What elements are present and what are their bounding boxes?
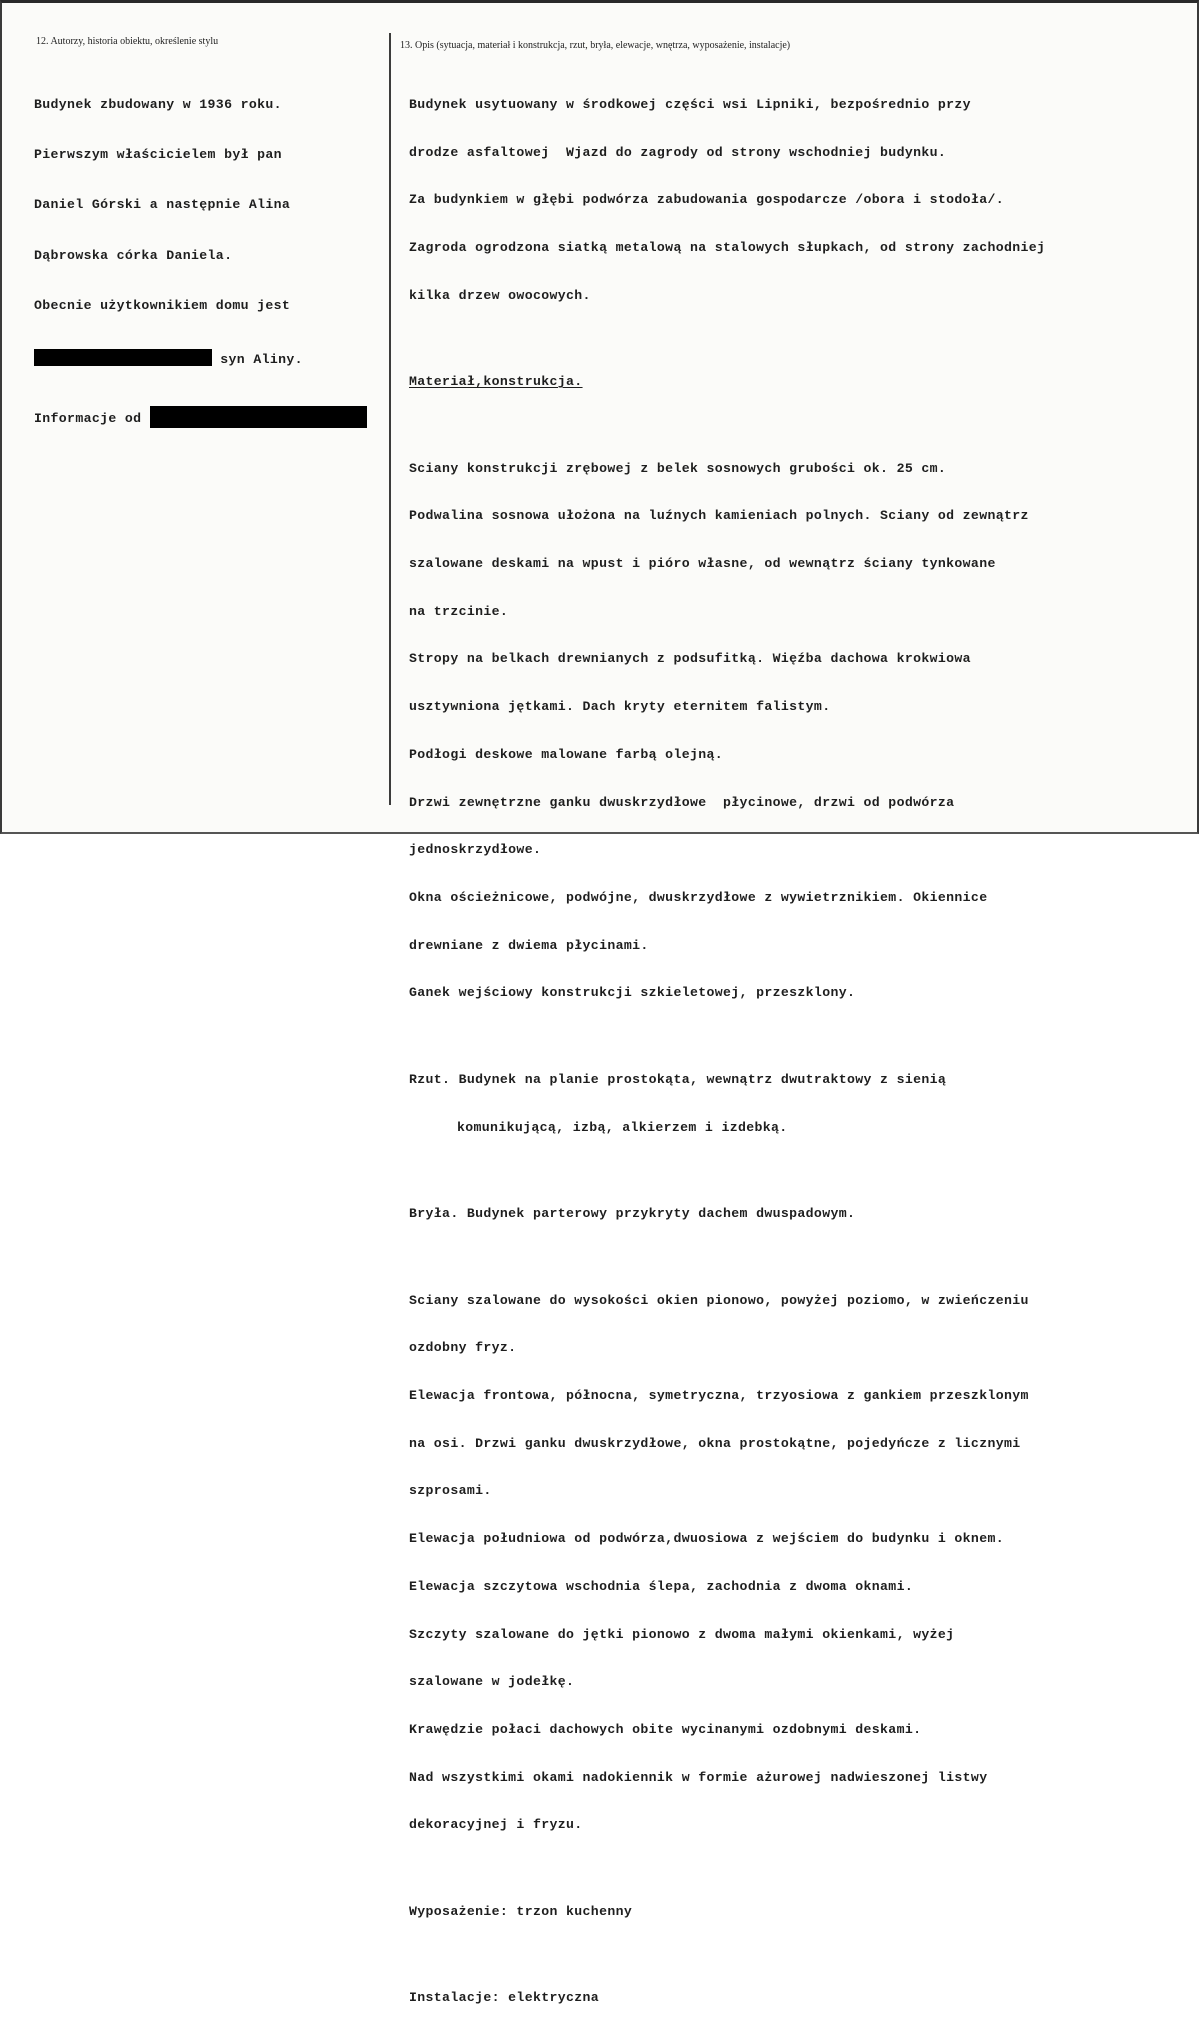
spacer bbox=[409, 1254, 1045, 1261]
material-line: Drzwi zewnętrzne ganku dwuskrzydłowe płycinowe, drzwi od podwórza bbox=[409, 794, 955, 810]
elewacje-line: ozdobny fryz. bbox=[409, 1340, 517, 1356]
elewacje-line: szalowane w jodełkę. bbox=[409, 1674, 575, 1690]
spacer bbox=[409, 335, 1045, 342]
column-divider bbox=[389, 33, 391, 805]
material-line: Sciany konstrukcji zrębowej z belek sosnowych grubości ok. 25 cm. bbox=[409, 460, 947, 476]
material-line: szalowane deskami na wpust i pióro własne, od wewnątrz ściany tynkowane bbox=[409, 556, 996, 572]
material-line: Ganek wejściowy konstrukcji szkieletowej, przeszklony. bbox=[409, 985, 856, 1001]
material-line: Podwalina sosnowa ułożona na luźnych kamieniach polnych. Sciany od zewnątrz bbox=[409, 508, 1029, 524]
section-13-text bbox=[409, 65, 1045, 2038]
intro-line: Budynek usytuowany w środkowej części wsi Lipniki, bezpośrednio przy bbox=[409, 96, 971, 112]
material-line: Stropy na belkach drewnianych z podsufitką. Więźba dachowa krokwiowa bbox=[409, 651, 971, 667]
spacer bbox=[409, 1952, 1045, 1959]
material-line: Podłogi deskowe malowane farbą olejną. bbox=[409, 746, 724, 762]
elewacje-line: Krawędzie połaci dachowych obite wycinanymi ozdobnymi deskami. bbox=[409, 1721, 922, 1737]
material-heading: Materiał,konstrukcja. bbox=[409, 374, 583, 390]
history-line: Budynek zbudowany w 1936 roku. bbox=[34, 96, 282, 112]
material-line: usztywniona jętkami. Dach kryty eternitem falistym. bbox=[409, 699, 831, 715]
elewacje-line: Szczyty szalowane do jętki pionowo z dwoma małymi okienkami, wyżej bbox=[409, 1626, 955, 1642]
elewacje-line: Sciany szalowane do wysokości okien pionowo, powyżej poziomo, w zwieńczeniu bbox=[409, 1292, 1029, 1308]
intro-line: Zagroda ogrodzona siatką metalową na stalowych słupkach, od strony zachodniej bbox=[409, 239, 1046, 255]
son-suffix: syn Aliny. bbox=[212, 351, 303, 367]
intro-line: Za budynkiem w głębi podwórza zabudowania gospodarcze /obora i stodoła/. bbox=[409, 192, 1004, 208]
material-line: jednoskrzydłowe. bbox=[409, 842, 542, 858]
section-12-label: 12. Autorzy, historia obiektu, określenie stylu bbox=[36, 36, 219, 47]
section-13-label: 13. Opis (sytuacja, materiał i konstrukcja, rzut, bryła, elewacje, wnętrza, wyposażenie, instalacje) bbox=[400, 40, 791, 51]
history-line: Pierwszym właścicielem był pan bbox=[34, 146, 282, 162]
bryla-line: Bryła. Budynek parterowy przykryty dachem dwuspadowym. bbox=[409, 1206, 856, 1222]
spacer bbox=[409, 422, 1045, 429]
spacer bbox=[409, 1865, 1045, 1872]
intro-line: drodze asfaltowej Wjazd do zagrody od strony wschodniej budynku. bbox=[409, 144, 947, 160]
redacted-name bbox=[34, 349, 212, 366]
history-line: Obecnie użytkownikiem domu jest bbox=[34, 298, 291, 314]
history-line-son bbox=[34, 349, 367, 366]
material-line: Okna ościeżnicowe, podwójne, dwuskrzydłowe z wywietrznikiem. Okiennice bbox=[409, 889, 988, 905]
wyposazenie-line: Wyposażenie: trzon kuchenny bbox=[409, 1903, 633, 1919]
elewacje-line: Elewacja frontowa, północna, symetryczna, trzyosiowa z gankiem przeszklonym bbox=[409, 1388, 1029, 1404]
elewacje-line: Nad wszystkimi okami nadokiennik w formie ażurowej nadwieszonej listwy bbox=[409, 1769, 988, 1785]
rzut-line: Rzut. Budynek na planie prostokąta, wewnątrz dwutraktowy z sienią bbox=[409, 1071, 947, 1087]
section-12-text bbox=[34, 63, 367, 456]
elewacje-line: Elewacja południowa od podwórza,dwuosiowa z wejściem do budynku i oknem. bbox=[409, 1531, 1004, 1547]
material-line: drewniane z dwiema płycinami. bbox=[409, 937, 649, 953]
history-line: Dąbrowska córka Daniela. bbox=[34, 247, 233, 263]
instalacje-line: Instalacje: elektryczna bbox=[409, 1990, 600, 2006]
rzut-line: komunikującą, izbą, alkierzem i izdebką. bbox=[457, 1119, 788, 1135]
spacer bbox=[409, 1033, 1045, 1040]
spacer bbox=[409, 1167, 1045, 1174]
informant-label: Informacje od bbox=[34, 410, 150, 426]
material-line: na trzcinie. bbox=[409, 603, 509, 619]
intro-line: kilka drzew owocowych. bbox=[409, 287, 591, 303]
elewacje-line: szprosami. bbox=[409, 1483, 492, 1499]
redacted-informant bbox=[150, 406, 367, 428]
informant-line bbox=[34, 406, 367, 426]
elewacje-line: Elewacja szczytowa wschodnia ślepa, zachodnia z dwoma oknami. bbox=[409, 1578, 914, 1594]
history-line: Daniel Górski a następnie Alina bbox=[34, 197, 291, 213]
elewacje-line: dekoracyjnej i fryzu. bbox=[409, 1817, 583, 1833]
elewacje-line: na osi. Drzwi ganku dwuskrzydłowe, okna prostokątne, pojedyńcze z licznymi bbox=[409, 1435, 1021, 1451]
